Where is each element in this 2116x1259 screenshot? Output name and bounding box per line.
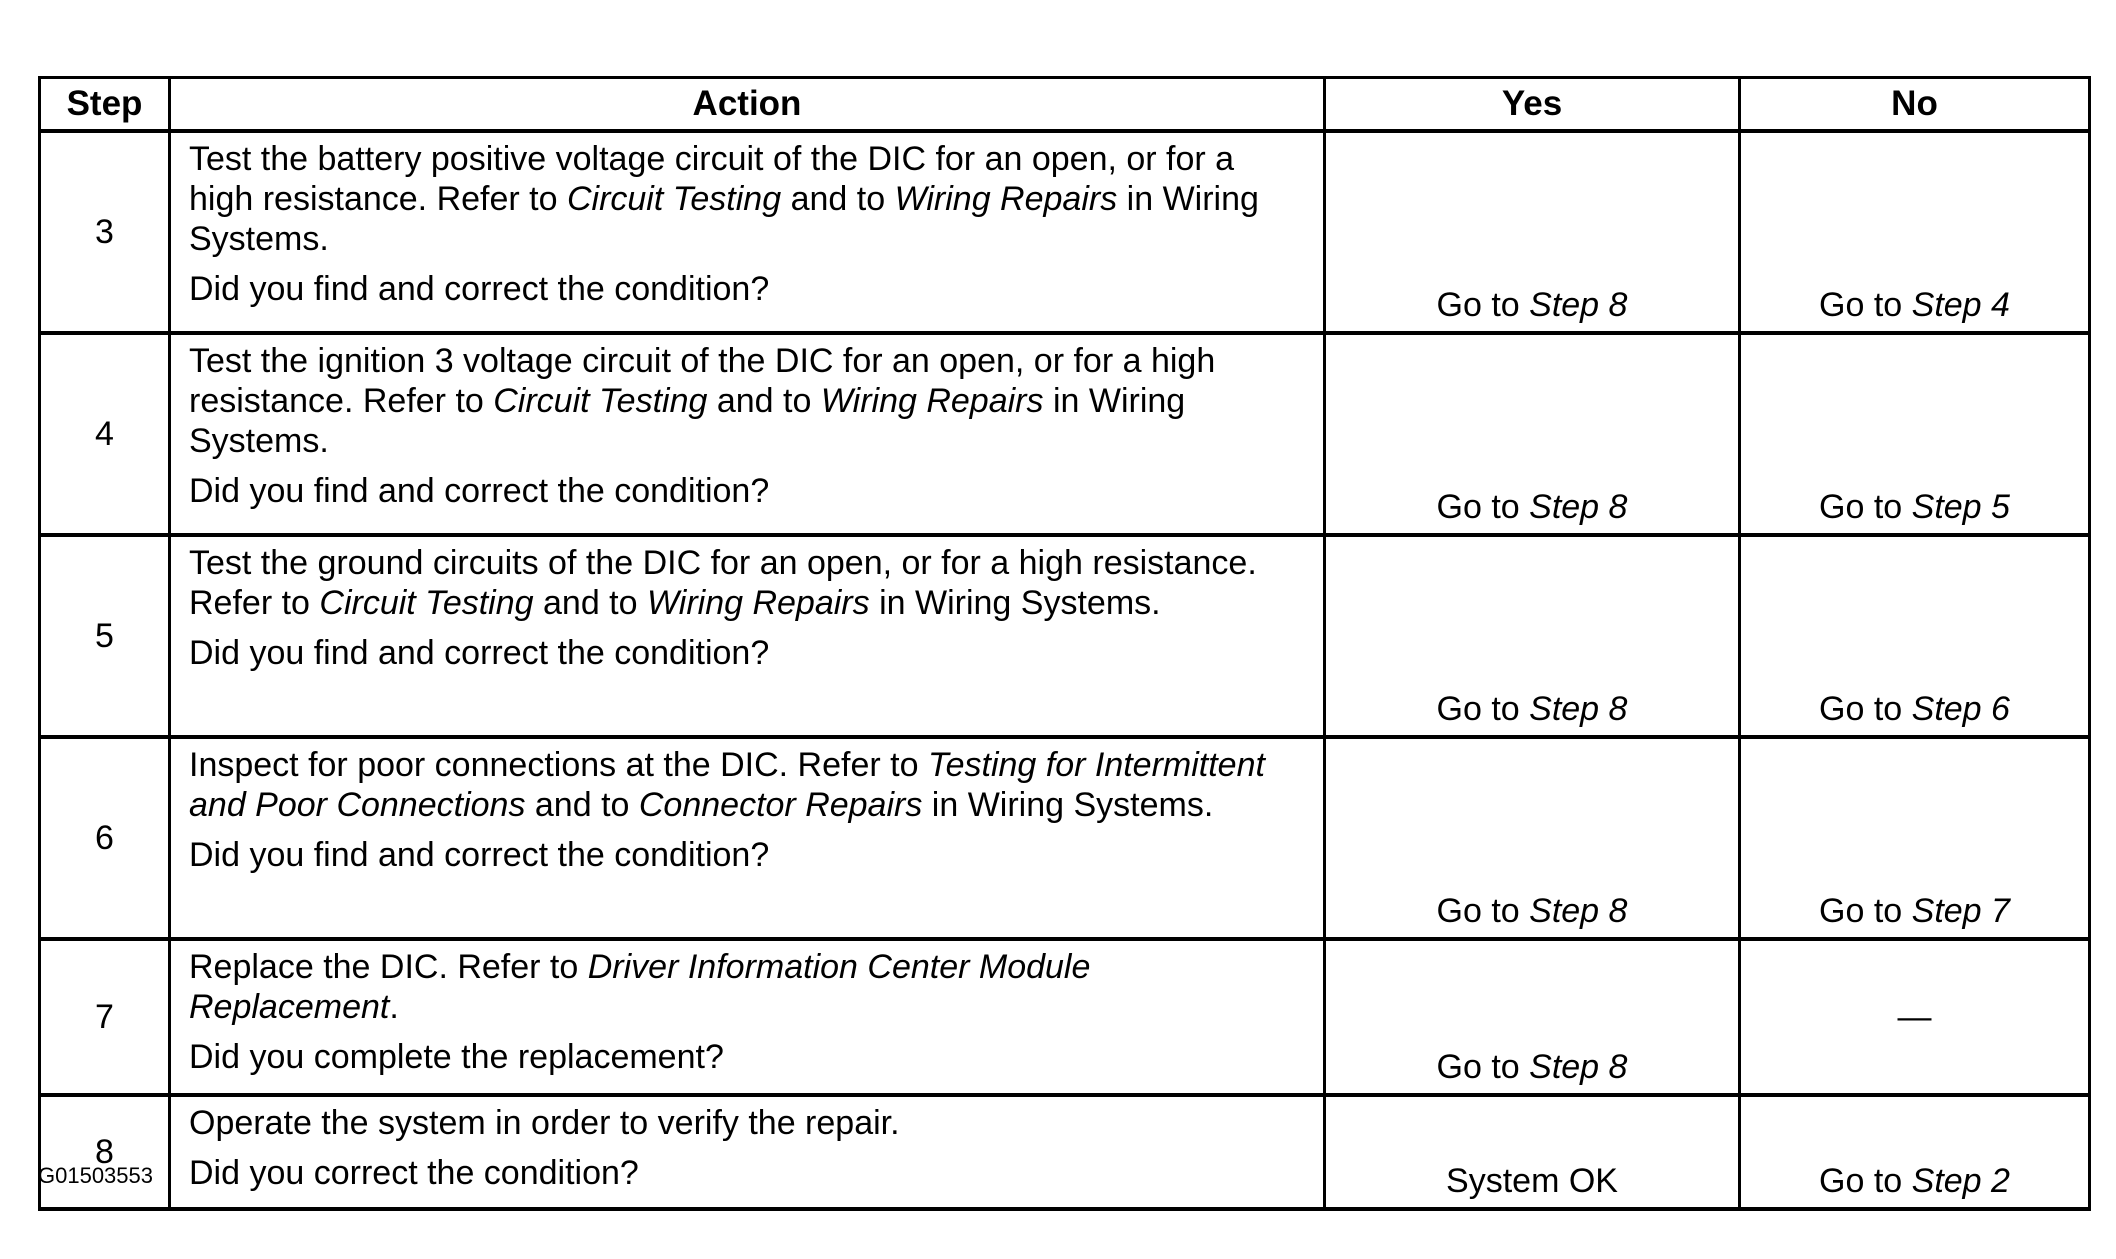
action-description [189,1103,1307,1143]
action-description [189,947,1307,1027]
action-question: Did you find and correct the condition? [189,634,770,672]
action-text: Replace the DIC. Refer to [189,948,588,986]
goto-step-link[interactable]: Step 5 [1911,488,2010,526]
table-row-step-5 [40,535,2090,737]
not-applicable-dash: — [1897,998,1932,1036]
action-cell [170,535,1325,737]
goto-prefix: Go to [1819,286,1912,324]
action-cell [170,1095,1325,1209]
reference-link-wiring-repairs[interactable]: Wiring Repairs [820,382,1044,420]
goto-step-link[interactable]: Step 8 [1529,892,1628,930]
no-outcome [1740,333,2090,535]
yes-outcome [1325,737,1740,939]
action-text: Inspect for poor connections at the DIC. Refer to [189,746,928,784]
reference-link-wiring-repairs[interactable]: Wiring Repairs [646,584,870,622]
action-text: Test the ignition 3 voltage circuit of the DIC for an open, or for a high resistance. Refer to [189,342,1216,420]
goto-prefix: Go to [1436,286,1530,324]
diagnostic-table-container [38,76,2088,1211]
table-row-step-7 [40,939,2090,1095]
table-row-step-4 [40,333,2090,535]
goto-prefix: Go to [1819,1162,1912,1200]
action-question: Did you find and correct the condition? [189,472,770,510]
table-row-step-6 [40,737,2090,939]
action-text: Test the ground circuits of the DIC for an open, or for a high resistance. Refer to [189,544,1257,622]
yes-outcome [1325,939,1740,1095]
header-action: Action [170,78,1325,132]
action-description [189,139,1307,259]
goto-prefix: Go to [1819,892,1912,930]
yes-outcome [1325,333,1740,535]
step-number: 4 [40,333,170,535]
action-text: . [389,988,399,1026]
goto-step-link[interactable]: Step 8 [1529,1048,1628,1086]
action-cell [170,737,1325,939]
header-yes: Yes [1325,78,1740,132]
yes-outcome [1325,535,1740,737]
goto-step-link[interactable]: Step 8 [1529,690,1628,728]
diagnostic-step-table [38,76,2091,1211]
goto-step-link[interactable]: Step 6 [1911,690,2010,728]
no-outcome [1740,1095,2090,1209]
step-number: 5 [40,535,170,737]
action-text: and to [781,180,895,218]
header-no: No [1740,78,2090,132]
no-outcome [1740,131,2090,333]
reference-link-circuit-testing[interactable]: Circuit Testing [566,180,782,218]
action-cell [170,131,1325,333]
action-text: in Wiring Systems. [922,786,1214,824]
no-outcome [1740,535,2090,737]
action-text: and to [707,382,821,420]
reference-link-dic-module-replacement[interactable]: Driver Information Center Module Replacement [189,948,1091,1026]
reference-link-connector-repairs[interactable]: Connector Repairs [638,786,923,824]
header-step: Step [40,78,170,132]
step-number: 6 [40,737,170,939]
system-ok-text: System OK [1446,1162,1618,1200]
step-number: 7 [40,939,170,1095]
goto-step-link[interactable]: Step 8 [1529,286,1628,324]
action-cell [170,939,1325,1095]
goto-prefix: Go to [1436,488,1530,526]
step-number: 3 [40,131,170,333]
action-cell [170,333,1325,535]
action-text: in Wiring Systems. [189,180,1259,258]
table-row-step-8 [40,1095,2090,1209]
goto-step-link[interactable]: Step 4 [1911,286,2010,324]
reference-link-wiring-repairs[interactable]: Wiring Repairs [894,180,1118,218]
goto-step-link[interactable]: Step 8 [1529,488,1628,526]
action-question: Did you complete the replacement? [189,1038,724,1076]
action-text: in Wiring Systems. [189,382,1186,460]
yes-outcome [1325,131,1740,333]
action-text: and to [533,584,647,622]
table-row-step-3 [40,131,2090,333]
table-header-row [40,78,2090,132]
goto-prefix: Go to [1436,892,1530,930]
action-text: Test the battery positive voltage circuit of the DIC for an open, or for a high resistance. Refer to [189,140,1235,218]
goto-step-link[interactable]: Step 7 [1911,892,2010,930]
action-question: Did you find and correct the condition? [189,270,770,308]
action-description [189,543,1307,623]
action-description [189,341,1307,461]
reference-link-circuit-testing[interactable]: Circuit Testing [319,584,534,622]
reference-link-circuit-testing[interactable]: Circuit Testing [493,382,708,420]
goto-step-link[interactable]: Step 2 [1911,1162,2010,1200]
action-description [189,745,1307,825]
figure-id: G01503553 [38,1163,153,1188]
action-text: and to [525,786,639,824]
action-text: in Wiring Systems. [869,584,1161,622]
no-outcome [1740,737,2090,939]
goto-prefix: Go to [1436,1048,1530,1086]
goto-prefix: Go to [1819,690,1912,728]
goto-prefix: Go to [1436,690,1530,728]
action-question: Did you find and correct the condition? [189,836,770,874]
goto-prefix: Go to [1819,488,1912,526]
step-number: 8 [40,1095,170,1209]
action-text: Operate the system in order to verify the repair. [189,1104,900,1142]
yes-outcome [1325,1095,1740,1209]
action-question: Did you correct the condition? [189,1154,639,1192]
no-outcome [1740,939,2090,1095]
reference-link-intermittent-connections[interactable]: Testing for Intermittent and Poor Connections [189,746,1265,824]
